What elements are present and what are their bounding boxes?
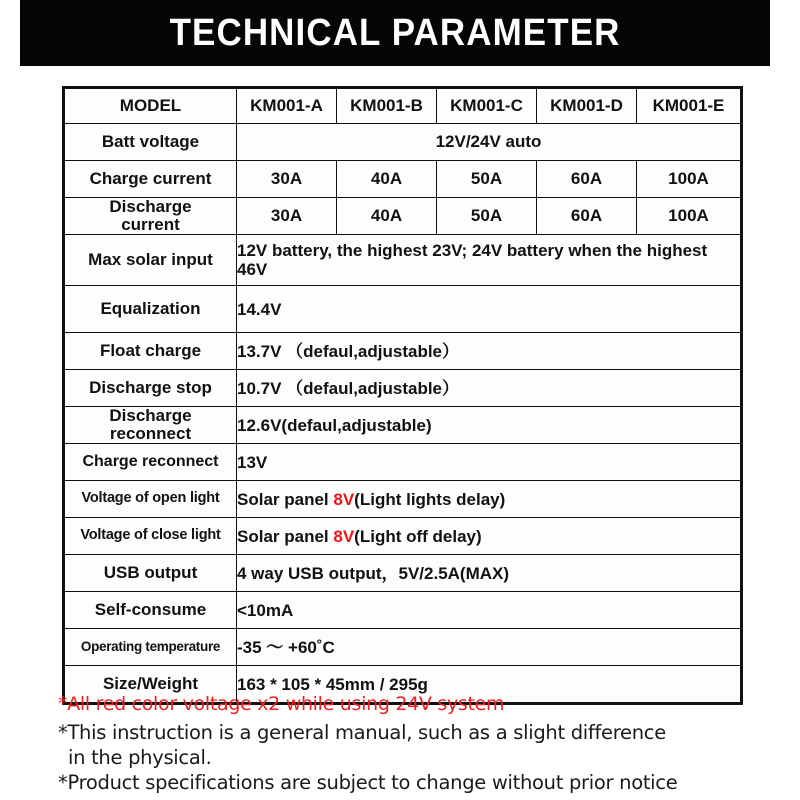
technical-parameter-table: [62, 86, 743, 705]
voltage-close-light-prefix: Solar panel: [237, 526, 334, 546]
footnote-general-manual-line2: in the physical.: [68, 746, 212, 770]
footnotes: [58, 692, 778, 796]
row-label-charge-current: Charge current: [64, 161, 237, 198]
model-cell-b: KM001-B: [337, 88, 437, 124]
row-label-batt-voltage: Batt voltage: [64, 124, 237, 161]
row-label-self-consume: Self-consume: [64, 592, 237, 629]
header-banner: [20, 0, 770, 66]
voltage-close-light-suffix: (Light off delay): [354, 526, 482, 546]
table-row-voltage-open-light: [64, 481, 742, 518]
table-row-float-charge: [64, 333, 742, 370]
model-cell-c: KM001-C: [437, 88, 537, 124]
row-label-discharge-stop: Discharge stop: [64, 370, 237, 407]
table-row-max-solar-input: [64, 235, 742, 286]
row-value-max-solar-input: [237, 235, 742, 286]
max-solar-input-line2: 24V battery when the highest 46V: [237, 241, 708, 280]
row-label-discharge-reconnect-line2: reconnect: [109, 424, 192, 444]
row-label-discharge-current: [64, 198, 237, 235]
discharge-current-c: 50A: [437, 198, 537, 235]
table-row-model: [64, 88, 742, 124]
row-label-discharge-current-line1: Discharge: [109, 197, 192, 216]
model-cell-d: KM001-D: [537, 88, 637, 124]
charge-current-d: 60A: [537, 161, 637, 198]
row-label-size-weight: Size/Weight: [64, 666, 237, 704]
discharge-current-d: 60A: [537, 198, 637, 235]
row-value-usb-output: 4 way USB output，5V/2.5A(MAX): [237, 555, 742, 592]
row-label-operating-temperature: Operating temperature: [64, 629, 237, 666]
charge-current-e: 100A: [637, 161, 742, 198]
row-value-batt-voltage: 12V/24V auto: [237, 124, 742, 161]
voltage-open-light-prefix: Solar panel: [237, 489, 334, 509]
row-label-voltage-open-light: Voltage of open light: [64, 481, 237, 518]
row-value-discharge-reconnect: 12.6V(defaul,adjustable): [237, 407, 742, 444]
row-label-discharge-reconnect: [64, 407, 237, 444]
row-value-operating-temperature: -35 〜 +60˚C: [237, 629, 742, 666]
footnote-general-manual-line1: *This instruction is a general manual, such as a slight difference: [58, 720, 666, 744]
table-row-charge-reconnect: [64, 444, 742, 481]
footnote-specifications-change: *Product specifications are subject to change without prior notice: [58, 771, 678, 795]
discharge-current-e: 100A: [637, 198, 742, 235]
page-title: TECHNICAL PARAMETER: [169, 11, 621, 54]
table-row-voltage-close-light: [64, 518, 742, 555]
row-label-model: MODEL: [64, 88, 237, 124]
table-row-charge-current: [64, 161, 742, 198]
discharge-current-a: 30A: [237, 198, 337, 235]
voltage-close-light-highlight: 8V: [333, 526, 355, 546]
row-value-discharge-stop: 10.7V （defaul,adjustable）: [237, 370, 742, 407]
charge-current-b: 40A: [337, 161, 437, 198]
row-value-self-consume: <10mA: [237, 592, 742, 629]
table-row-operating-temperature: [64, 629, 742, 666]
footnote-red-voltage: *All red color voltage x2 while using 24V system: [58, 693, 505, 715]
technical-parameter-table-container: [62, 86, 740, 705]
table-row-batt-voltage: [64, 124, 742, 161]
row-label-voltage-close-light: Voltage of close light: [64, 518, 237, 555]
table-row-discharge-stop: [64, 370, 742, 407]
row-label-equalization: Equalization: [64, 286, 237, 333]
row-label-max-solar-input: Max solar input: [64, 235, 237, 286]
row-value-float-charge: 13.7V （defaul,adjustable）: [237, 333, 742, 370]
row-label-discharge-current-line2: current: [121, 215, 180, 235]
row-value-voltage-open-light: [237, 481, 742, 518]
row-label-float-charge: Float charge: [64, 333, 237, 370]
row-value-charge-reconnect: 13V: [237, 444, 742, 481]
table-row-equalization: [64, 286, 742, 333]
row-label-charge-reconnect: Charge reconnect: [64, 444, 237, 481]
model-cell-e: KM001-E: [637, 88, 742, 124]
discharge-current-b: 40A: [337, 198, 437, 235]
row-value-voltage-close-light: [237, 518, 742, 555]
voltage-open-light-highlight: 8V: [333, 489, 355, 509]
row-value-equalization: 14.4V: [237, 286, 742, 333]
charge-current-a: 30A: [237, 161, 337, 198]
max-solar-input-line1: 12V battery, the highest 23V;: [237, 241, 468, 260]
model-cell-a: KM001-A: [237, 88, 337, 124]
charge-current-c: 50A: [437, 161, 537, 198]
table-row-usb-output: [64, 555, 742, 592]
voltage-open-light-suffix: (Light lights delay): [354, 489, 506, 509]
row-value-size-weight: 163 * 105 * 45mm / 295g: [237, 666, 742, 704]
table-row-discharge-reconnect: [64, 407, 742, 444]
row-label-usb-output: USB output: [64, 555, 237, 592]
table-row-discharge-current: [64, 198, 742, 235]
row-label-discharge-reconnect-line1: Discharge: [109, 406, 192, 426]
table-row-self-consume: [64, 592, 742, 629]
